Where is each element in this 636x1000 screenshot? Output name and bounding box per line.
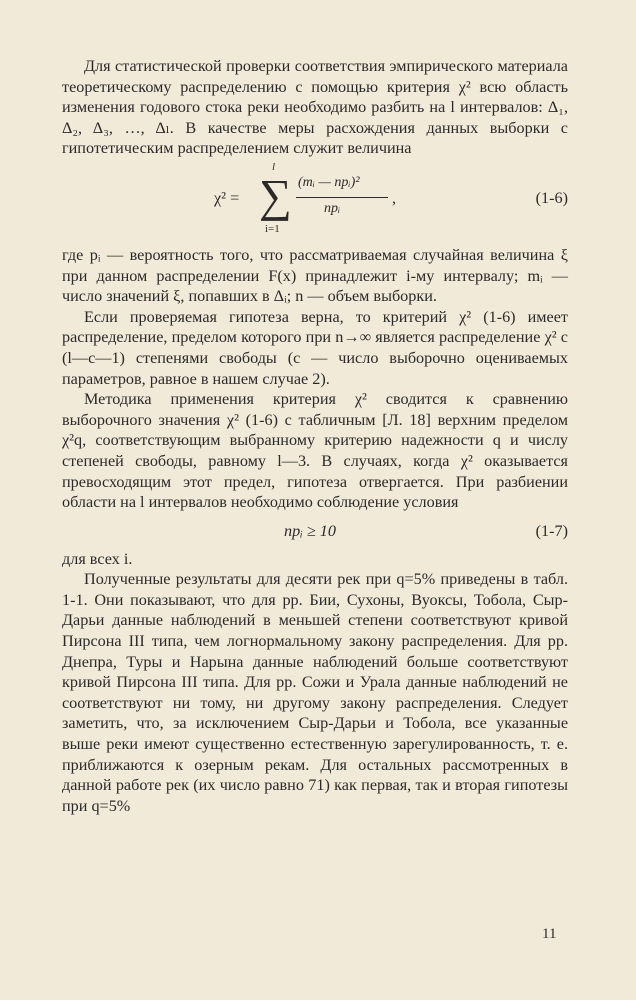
text-column: [62, 56, 568, 816]
paragraph-definitions: где pᵢ — вероятность того, что рассматриваемая случайная величина ξ при данном распределении F(x) принадлежит i-му интервалу; mᵢ — число значений ξ, попавших в Δᵢ; n — объем выборки.: [62, 245, 568, 306]
formula-lhs: χ² =: [214, 188, 240, 207]
formula-comma: ,: [392, 188, 397, 207]
fraction-bar: [296, 197, 388, 198]
sum-lower-limit: i=1: [265, 222, 280, 235]
paragraph-intro: Для статистической проверки соответствия эмпирического материала теоретическому распределению с помощью критерия χ² всю область изменения годового стока реки необходимо разбить на l интервалов: Δ₁, Δ₂, Δ₃, …, Δₗ. В качестве меры расхождения данных выборки с гипотетическим распределением служит величина: [62, 57, 568, 158]
fraction-denominator: npᵢ: [324, 200, 341, 216]
formula-chi-square: [62, 161, 568, 241]
paragraph-for-all-i: для всех i.: [62, 549, 133, 568]
condition-expression: npᵢ ≥ 10: [284, 521, 336, 540]
page-number: 11: [542, 926, 557, 942]
paragraph-method: Методика применения критерия χ² сводится к сравнению выборочного значения χ² (1-6) с табличным [Л. 18] верхним пределом χ²q, соответствующим выбранному критерию надежности q и числу степеней свободы, равному l—3. В случаях, когда χ² оказывается превосходящим этот предел, гипотеза отвергается. При разбиении области на l интервалов необходимо соблюдение условия: [62, 390, 568, 512]
sigma-symbol: ∑: [259, 169, 292, 221]
sum-upper-limit: l: [272, 160, 276, 173]
paragraph-hypothesis: Если проверяемая гипотеза верна, то критерий χ² (1-6) имеет распределение, пределом которого при n→∞ является распределение χ² с (l—c—1) степенями свободы (c — число выборочно оцениваемых параметров, равное в нашем случае 2).: [62, 307, 568, 388]
formula-condition: [62, 515, 568, 549]
equation-number-1-7: (1-7): [535, 521, 568, 540]
equation-number-1-6: (1-6): [535, 188, 568, 207]
fraction-numerator: (mᵢ — npᵢ)²: [298, 174, 360, 190]
paragraph-results: Полученные результаты для десяти рек при q=5% приведены в табл. 1-1. Они показывают, что для рр. Бии, Сухоны, Вуоксы, Тобола, Сыр-Дарьи данные наблюдений в меньшей степени соответствуют кривой Пирсона III типа, чем логнормальному закону распределения. Для рр. Днепра, Туры и Нарына данные наблюдений больше соответствуют кривой Пирсона III типа. Для рр. Сожи и Урала данные наблюдений не соответствуют ни тому, ни другому закону распределения. Следует заметить, что, за исключением Сыр-Дарьи и Тобола, все указанные выше реки имеют существенно естественную зарегулированность, т. е. приближаются к озерным рекам. Для остальных рассмотренных в данной работе рек (их число равно 71) как первая, так и вторая гипотезы при q=5%: [62, 570, 568, 815]
